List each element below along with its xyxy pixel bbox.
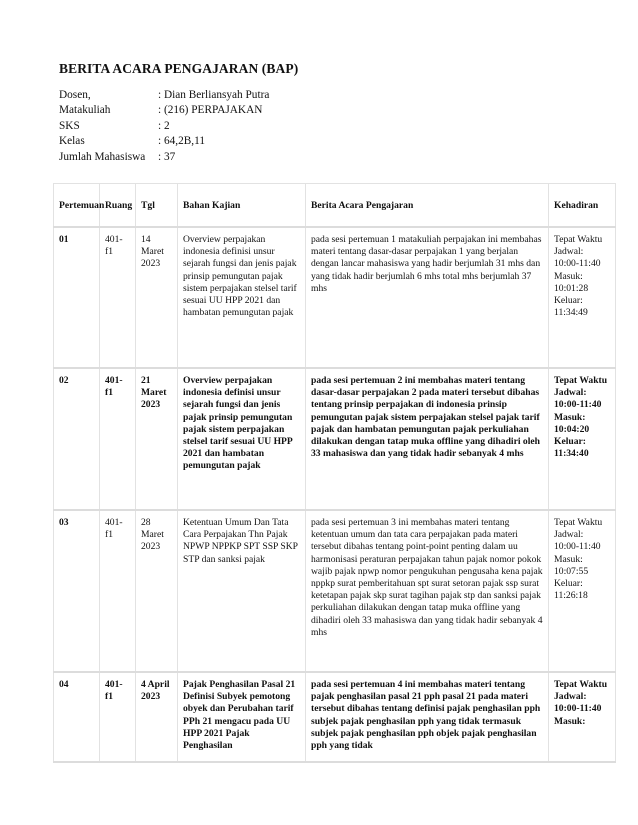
info-label: Kelas: [59, 135, 85, 148]
cell-bahan-kajian: Ketentuan Umum Dan Tata Cara Perpajakan Thn Pajak NPWP NPPKP SPT SSP SKP STP dan sanksi pajak: [178, 510, 306, 672]
cell-ruang: 401-f1: [100, 510, 136, 672]
cell-pertemuan: 02: [54, 368, 100, 510]
header-bahan-kajian: Bahan Kajian: [178, 184, 306, 228]
cell-ruang: 401-f1: [100, 227, 136, 368]
cell-tgl: 21 Maret 2023: [136, 368, 178, 510]
cell-tgl: 4 April 2023: [136, 672, 178, 762]
cell-pertemuan: 01: [54, 227, 100, 368]
info-row-sks: [59, 119, 269, 134]
cell-kehadiran: Tepat Waktu Jadwal: 10:00-11:40 Masuk:: [554, 679, 608, 727]
cell-bahan-kajian: Pajak Penghasilan Pasal 21 Definisi Subyek pemotong obyek dan Perubahan tarif PPh 21 mengacu pada UU HPP 2021 Pajak Penghasilan: [183, 679, 296, 752]
info-value: : (216) PERPAJAKAN: [158, 104, 263, 117]
cell-ruang: 401-f1: [100, 368, 136, 510]
bap-table: [53, 183, 616, 763]
cell-berita-acara: pada sesi pertemuan 3 ini membahas materi tentang ketentuan umum dan tata cara perpajakan pada materi tersebut dibahas tentang point-point penting dalam uu harmonisasi peraturan perpajakan tahun pajak nomor pokok wajib pajak npwp nomor pengukuhan pengusaha kena pajak nppkp surat pemberitahuan spt surat setoran pajak ssp surat ketetapan pajak skp surat tagihan pajak stp dan sanksi pajak perkuliahan dilakukan dengan tatap muka offline yang dihadiri oleh 33 mahasiswa dan yang tidak hadir sebanyak 4 mhs: [306, 510, 549, 672]
table-row: [54, 227, 616, 368]
cell-kehadiran: Tepat Waktu Jadwal: 10:00-11:40 Masuk: 10:04:20 Keluar: 11:34:40: [549, 368, 616, 510]
cell-bahan-kajian: Overview perpajakan indonesia definisi unsur sejarah fungsi dan jenis pajak prinsip pemungutan pajak sistem perpajakan stelsel tarif sesuai UU HPP 2021 dan hambatan pemungutan pajak: [178, 227, 306, 368]
info-row-dosen: [59, 88, 269, 103]
info-value: : Dian Berliansyah Putra: [158, 89, 270, 101]
cell-pertemuan: 04: [54, 672, 100, 762]
info-value: : 37: [158, 150, 176, 163]
table-row: [54, 368, 616, 510]
cell-berita-acara: pada sesi pertemuan 4 ini membahas materi tentang pajak penghasilan pasal 21 pph pasal 21 pada materi tersebut dibahas tentang definisi pajak penghasilan pph subjek pajak penghasilan pph yang tidak termasuk subjek pajak penghasilan pph objek pajak penghasilan pph yang tidak: [311, 679, 541, 752]
info-row-jumlah-mahasiswa: [59, 150, 269, 165]
info-label: Dosen,: [59, 89, 91, 101]
info-value: : 2: [158, 119, 170, 132]
cell-kehadiran: Tepat Waktu Jadwal: 10:00-11:40 Masuk: 10:07:55 Keluar: 11:26:18: [549, 510, 616, 672]
cell-tgl: 14 Maret 2023: [136, 227, 178, 368]
info-row-kelas: [59, 134, 269, 149]
table-header-row: [54, 184, 616, 228]
info-label: Matakuliah: [59, 104, 111, 117]
page-title: BERITA ACARA PENGAJARAN (BAP): [59, 61, 299, 76]
table-row: [54, 510, 616, 672]
header-tgl: Tgl: [136, 184, 178, 228]
cell-berita-acara: pada sesi pertemuan 1 matakuliah perpajakan ini membahas materi tentang dasar-dasar perpajakan 1 yang berjalan dengan lancar mahasiswa yang hadir berjumlah 31 mhs dan yang tidak hadir berjumlah 6 mhs total mhs berjumlah 37 mhs: [306, 227, 549, 368]
info-value: : 64,2B,11: [158, 135, 205, 148]
header-pertemuan: Pertemuan: [54, 184, 100, 228]
info-label: SKS: [59, 119, 80, 132]
cell-pertemuan: 03: [54, 510, 100, 672]
header-berita-acara: Berita Acara Pengajaran: [306, 184, 549, 228]
cell-tgl: 28 Maret 2023: [136, 510, 178, 672]
header-kehadiran: Kehadiran: [549, 184, 616, 228]
cell-berita-acara: pada sesi pertemuan 2 ini membahas materi tentang dasar-dasar perpajakan 2 pada materi tersebut dibahas tentang prinsip perpajakan di indonesia prinsip pemungutan pajak sistem perpajakan stelsel pajak tarif pajak dan hambatan pemungutan pajak perkuliahan dilakukan dengan tatap muka offline yang dihadiri oleh 33 mahasiswa dan yang tidak hadir sebanyak 4 mhs: [306, 368, 549, 510]
course-info: [59, 88, 269, 165]
cell-bahan-kajian: Overview perpajakan indonesia definisi unsur sejarah fungsi dan jenis pajak prinsip pemungutan pajak sistem perpajakan stelsel tarif sesuai UU HPP 2021 dan hambatan pemungutan pajak: [178, 368, 306, 510]
table-row: [54, 672, 616, 762]
cell-ruang: 401-f1: [100, 672, 136, 762]
info-row-matakuliah: [59, 103, 269, 118]
info-label: Jumlah Mahasiswa: [59, 150, 146, 163]
header-ruang: Ruang: [100, 184, 136, 228]
cell-kehadiran: Tepat Waktu Jadwal: 10:00-11:40 Masuk: 10:01:28 Keluar: 11:34:49: [549, 227, 616, 368]
